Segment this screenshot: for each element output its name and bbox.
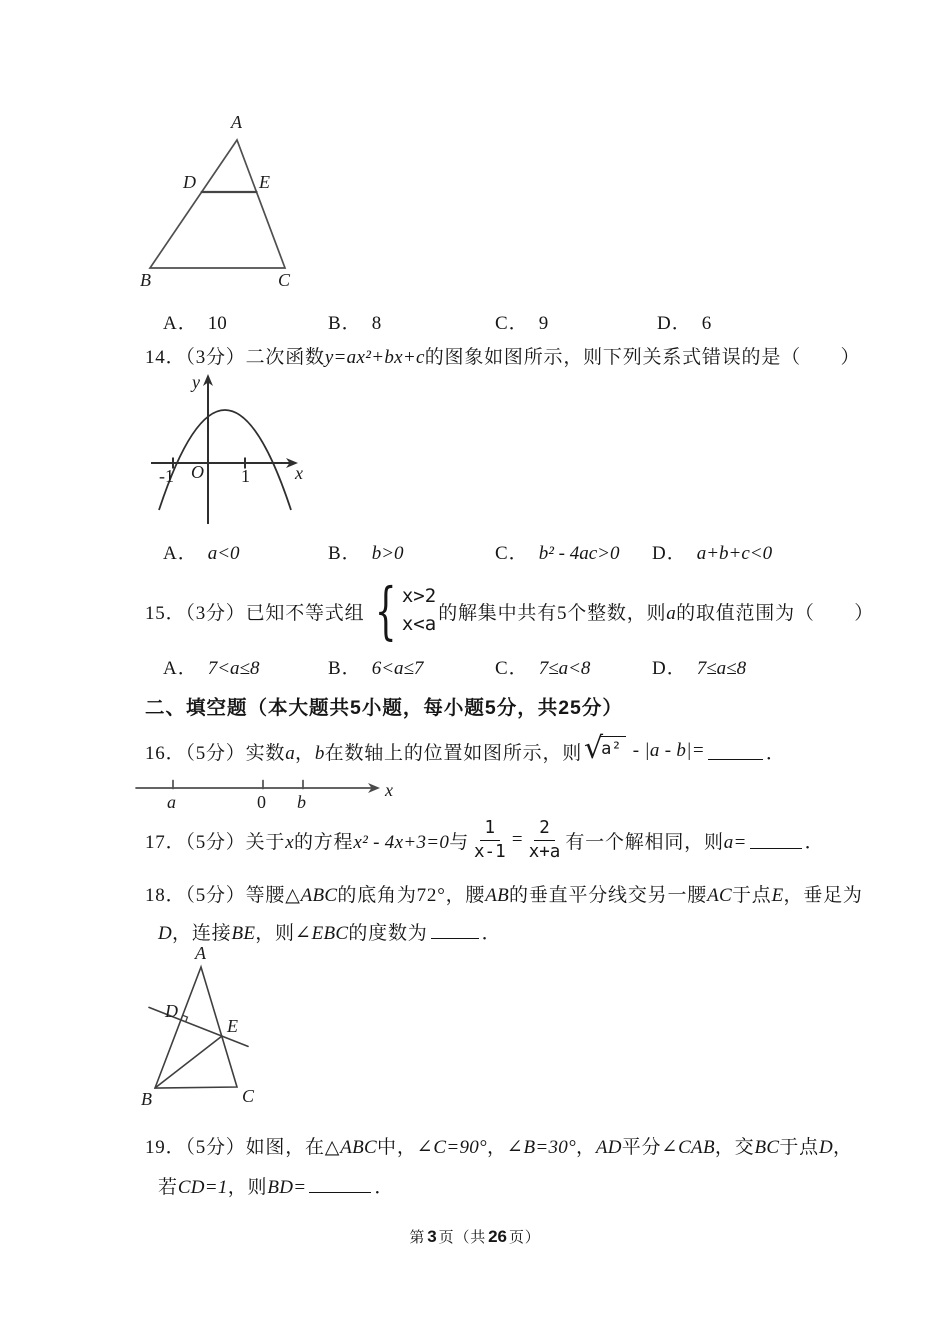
option-value: 6: [701, 313, 712, 334]
text-segment: 18．（5分）等腰△: [145, 885, 301, 906]
text-segment: ，: [576, 1137, 596, 1158]
option-label: A．: [163, 543, 198, 564]
text-segment: a=: [723, 831, 747, 853]
q14-options-row: [0, 538, 950, 564]
point-label-E: E: [227, 1016, 238, 1036]
text-segment: a: [666, 602, 677, 624]
option-label: D．: [652, 543, 687, 564]
option-label: D．: [652, 658, 687, 679]
text-segment: ，连接: [172, 923, 232, 944]
text-segment: 26: [488, 1227, 507, 1246]
q13-option-a: [163, 308, 227, 335]
text-segment: 3: [427, 1227, 437, 1246]
option-value: a<0: [207, 543, 240, 564]
answer-blank: [309, 1176, 371, 1193]
axis-label-x: x: [295, 463, 303, 483]
q16-stem-post: [628, 740, 705, 762]
text-segment: ．: [374, 1177, 395, 1198]
text-segment: 与: [449, 831, 469, 853]
text-segment: x: [285, 831, 294, 853]
text-segment: EBC: [311, 923, 349, 944]
q15-option-a: [163, 653, 259, 680]
axis-label-y: y: [192, 372, 200, 392]
q16-stem: [145, 732, 786, 770]
q13-option-b: [328, 308, 381, 335]
text-segment: BC: [754, 1137, 780, 1158]
text-segment: ABC: [340, 1137, 378, 1158]
text-segment: ，则∠: [255, 923, 312, 944]
q13-option-d: [657, 308, 711, 335]
text-segment: 平分∠: [621, 1137, 679, 1158]
system-row-2: x<a: [401, 613, 437, 635]
text-segment: D: [818, 1137, 834, 1158]
text-segment: 于点: [779, 1137, 819, 1158]
text-segment: ，∠: [486, 1137, 524, 1158]
q16-numberline-figure: [128, 770, 423, 818]
q15-stem: [145, 574, 875, 647]
q15-option-d: [652, 653, 746, 680]
option-value: b² - 4ac>0: [538, 543, 620, 564]
q18-stem-line1: [145, 880, 863, 907]
text-segment: ．: [481, 923, 502, 944]
denominator: x+a: [528, 841, 561, 862]
option-label: C．: [495, 313, 529, 334]
triangle-outline: [155, 967, 237, 1088]
text-segment: 的图象如图所示，则下列关系式错误的是（ ）: [424, 347, 861, 368]
text-segment: ．: [804, 831, 825, 853]
sqrt-expression: [584, 731, 626, 766]
option-value: 7<a≤8: [207, 658, 260, 679]
q18-line2-text: [158, 918, 428, 945]
text-segment: 的度数为: [348, 923, 428, 944]
triangle-outline: [150, 140, 285, 268]
tick-label-a: a: [167, 792, 176, 812]
answer-blank: [750, 832, 802, 849]
q19-stem-line2: [158, 1172, 394, 1199]
section2-header: [145, 692, 623, 720]
text-segment: AB: [485, 885, 510, 906]
option-label: A．: [163, 658, 198, 679]
text-segment: 页）: [509, 1230, 541, 1246]
vertex-label-A: A: [195, 945, 206, 963]
text-segment: ，: [833, 1137, 853, 1158]
option-label: A．: [163, 313, 198, 334]
text-segment: B=30°: [523, 1137, 576, 1158]
parabola-curve: [159, 410, 291, 510]
text-segment: ABC: [300, 885, 338, 906]
option-value: 9: [538, 313, 549, 334]
point-label-E: E: [259, 172, 270, 192]
text-segment: 于点: [731, 885, 772, 906]
text-segment: AC: [707, 885, 732, 906]
option-value: 8: [371, 313, 382, 334]
text-segment: 在数轴上的位置如图所示，则: [324, 742, 583, 764]
tick-label-1: 1: [241, 466, 250, 486]
fraction-2: [529, 818, 561, 861]
text-segment: 页（共: [438, 1230, 487, 1246]
option-value: 6<a≤7: [371, 658, 424, 679]
tick-label-neg1: -1: [159, 466, 174, 486]
q15-option-c: [495, 653, 590, 680]
tick-label-b: b: [297, 792, 306, 812]
text-segment: ，交: [714, 1137, 755, 1158]
q19-stem-line1: [145, 1132, 853, 1159]
q18-triangle-figure: [135, 945, 320, 1115]
q14-option-d: [652, 538, 772, 565]
system-brace: {: [375, 574, 397, 647]
q14-option-b: [328, 538, 404, 565]
system-rows: [402, 583, 436, 638]
q17-stem-tail: [805, 827, 825, 854]
option-label: C．: [495, 543, 529, 564]
section-title: 二、填空题（本大题共5小题，每小题5分，共25分）: [145, 697, 623, 719]
text-segment: CAB: [678, 1137, 715, 1158]
text-segment: a: [285, 742, 296, 764]
q19-line2-text: [158, 1172, 306, 1199]
numerator: 2: [534, 818, 555, 840]
text-segment: 14．（3分）二次函数: [145, 347, 325, 368]
text-segment: 15．（3分）已知不等式组: [145, 602, 365, 624]
q14-option-a: [163, 538, 240, 565]
system-row-1: x>2: [401, 585, 437, 608]
denominator: x-1: [474, 841, 506, 862]
numerator: 1: [480, 818, 501, 840]
q13-options-row: [0, 308, 950, 334]
text-segment: D: [158, 923, 173, 944]
q14-option-c: [495, 538, 619, 565]
vertex-label-C: C: [278, 270, 291, 290]
option-label: B．: [328, 658, 362, 679]
q14-stem: [145, 342, 860, 369]
option-value: a+b+c<0: [696, 543, 773, 564]
text-segment: 的取值范围为（ ）: [676, 602, 875, 624]
text-segment: ．: [765, 742, 786, 764]
text-segment: ，: [295, 742, 315, 764]
vertex-label-B: B: [141, 1089, 152, 1109]
q18-stem-tail: [482, 918, 502, 945]
q13-option-c: [495, 308, 548, 335]
q14-parabola-figure: [145, 372, 345, 537]
text-segment: BD=: [267, 1177, 307, 1198]
text-segment: ，垂足为: [783, 885, 863, 906]
option-label: B．: [328, 313, 362, 334]
vertex-label-B: B: [140, 270, 151, 290]
text-segment: 第: [409, 1230, 426, 1246]
q17-stem-post: [565, 827, 746, 854]
q15-option-b: [328, 653, 423, 680]
q16-stem-tail: [766, 738, 786, 765]
text-segment: 的解集中共有5个整数，则: [438, 602, 667, 624]
radicand: a²: [600, 736, 625, 759]
equals-sign: =: [510, 829, 524, 850]
text-segment: 中，∠: [377, 1137, 434, 1158]
page-footer: [0, 1226, 950, 1247]
text-segment: b: [314, 742, 325, 764]
q15-stem-pre: [145, 598, 364, 625]
text-segment: 16．（5分）实数: [145, 742, 286, 764]
vertex-label-C: C: [242, 1086, 255, 1106]
tick-label-0: 0: [257, 792, 266, 812]
text-segment: x² - 4x+3=0: [353, 831, 450, 853]
answer-blank: [431, 922, 479, 939]
inequality-system: [366, 574, 437, 647]
option-label: C．: [495, 658, 529, 679]
fraction-1: [474, 818, 506, 861]
option-value: 7≤a≤8: [696, 658, 747, 679]
text-segment: y=ax²+bx+c: [324, 347, 425, 368]
text-segment: E: [771, 885, 784, 906]
text-segment: 的垂直平分线交另一腰: [509, 885, 708, 906]
vertex-label-A: A: [231, 112, 242, 132]
text-segment: 有一个解相同，则: [565, 831, 724, 853]
answer-blank: [708, 743, 763, 760]
option-value: 7≤a<8: [538, 658, 591, 679]
axis-label-x: x: [385, 780, 393, 800]
q17-stem-pre: [145, 827, 469, 854]
origin-label: O: [191, 462, 204, 482]
option-label: B．: [328, 543, 362, 564]
option-value: 10: [207, 313, 227, 334]
q15-stem-post: [438, 598, 874, 625]
option-label: D．: [657, 313, 692, 334]
option-value: b>0: [371, 543, 404, 564]
q16-stem-pre: [145, 738, 582, 765]
q17-stem: [145, 816, 824, 864]
text-segment: 若: [158, 1177, 178, 1198]
point-label-D: D: [165, 1001, 178, 1021]
text-segment: 17．（5分）关于: [145, 831, 286, 853]
text-segment: 的方程: [293, 831, 354, 853]
text-segment: 19．（5分）如图，在△: [145, 1137, 341, 1158]
q19-stem-tail: [374, 1172, 394, 1199]
text-segment: 的底角为72°，腰: [337, 885, 486, 906]
text-segment: ，则: [227, 1177, 268, 1198]
q18-stem-line2: [158, 918, 501, 945]
q13-triangle-figure: [140, 108, 310, 293]
text-segment: AD: [595, 1137, 622, 1158]
radical-sign: √: [584, 731, 604, 766]
text-segment: CD=1: [177, 1177, 228, 1198]
q15-options-row: [0, 653, 950, 679]
text-segment: C=90°: [433, 1137, 487, 1158]
text-segment: - |a - b|=: [627, 740, 705, 761]
point-label-D: D: [183, 172, 196, 192]
text-segment: BE: [231, 923, 256, 944]
